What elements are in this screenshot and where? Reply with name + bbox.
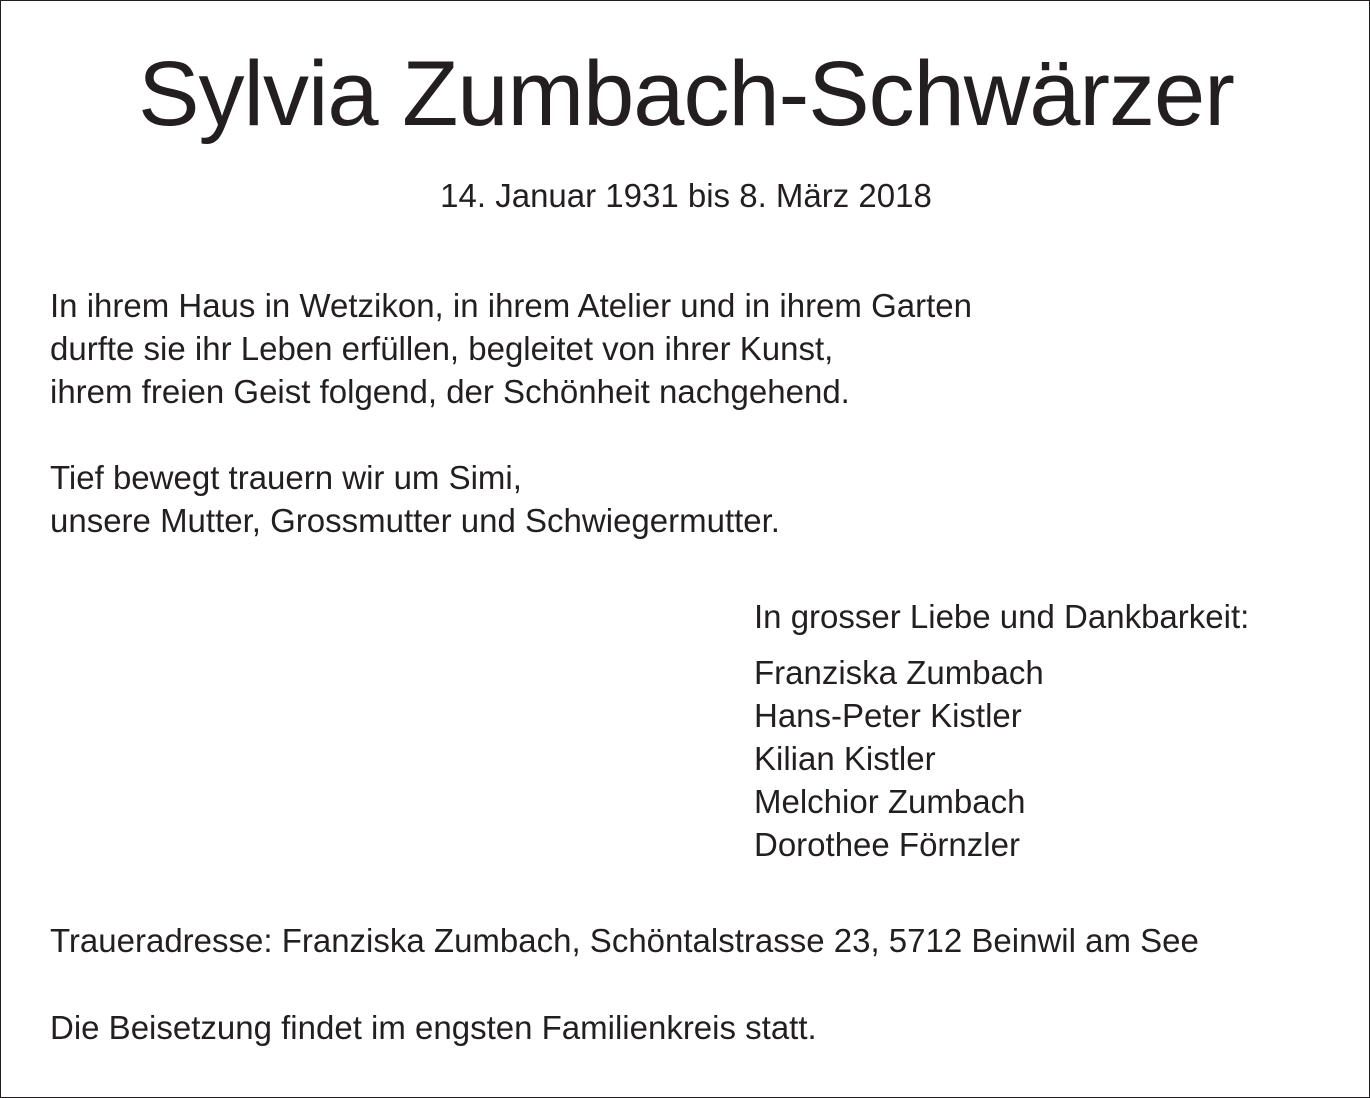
- mourning-paragraph: [50, 456, 780, 542]
- deceased-name: Sylvia Zumbach-Schwärzer: [138, 43, 1234, 145]
- tribute-line: ihrem freien Geist folgend, der Schönheit nachgehend.: [50, 373, 850, 410]
- mourners-list: [754, 651, 1044, 866]
- life-dates: 14. Januar 1931 bis 8. März 2018: [440, 177, 932, 214]
- tribute-line: durfte sie ihr Leben erfüllen, begleitet von ihrer Kunst,: [50, 330, 834, 367]
- closing-phrase: In grosser Liebe und Dankbarkeit:: [754, 598, 1250, 635]
- tribute-line: In ihrem Haus in Wetzikon, in ihrem Atelier und in ihrem Garten: [50, 287, 972, 324]
- mourning-line: unsere Mutter, Grossmutter und Schwiegermutter.: [50, 502, 780, 539]
- mourner-name: Dorothee Förnzler: [754, 826, 1020, 863]
- mourning-line: Tief bewegt trauern wir um Simi,: [50, 459, 522, 496]
- mourner-name: Hans-Peter Kistler: [754, 697, 1022, 734]
- mourner-name: Kilian Kistler: [754, 740, 936, 777]
- mourner-name: Franziska Zumbach: [754, 654, 1044, 691]
- mourner-name: Melchior Zumbach: [754, 783, 1026, 820]
- funeral-note: Die Beisetzung findet im engsten Familienkreis statt.: [50, 1009, 817, 1046]
- mourning-address: Traueradresse: Franziska Zumbach, Schöntalstrasse 23, 5712 Beinwil am See: [50, 922, 1199, 959]
- tribute-paragraph: [50, 284, 972, 413]
